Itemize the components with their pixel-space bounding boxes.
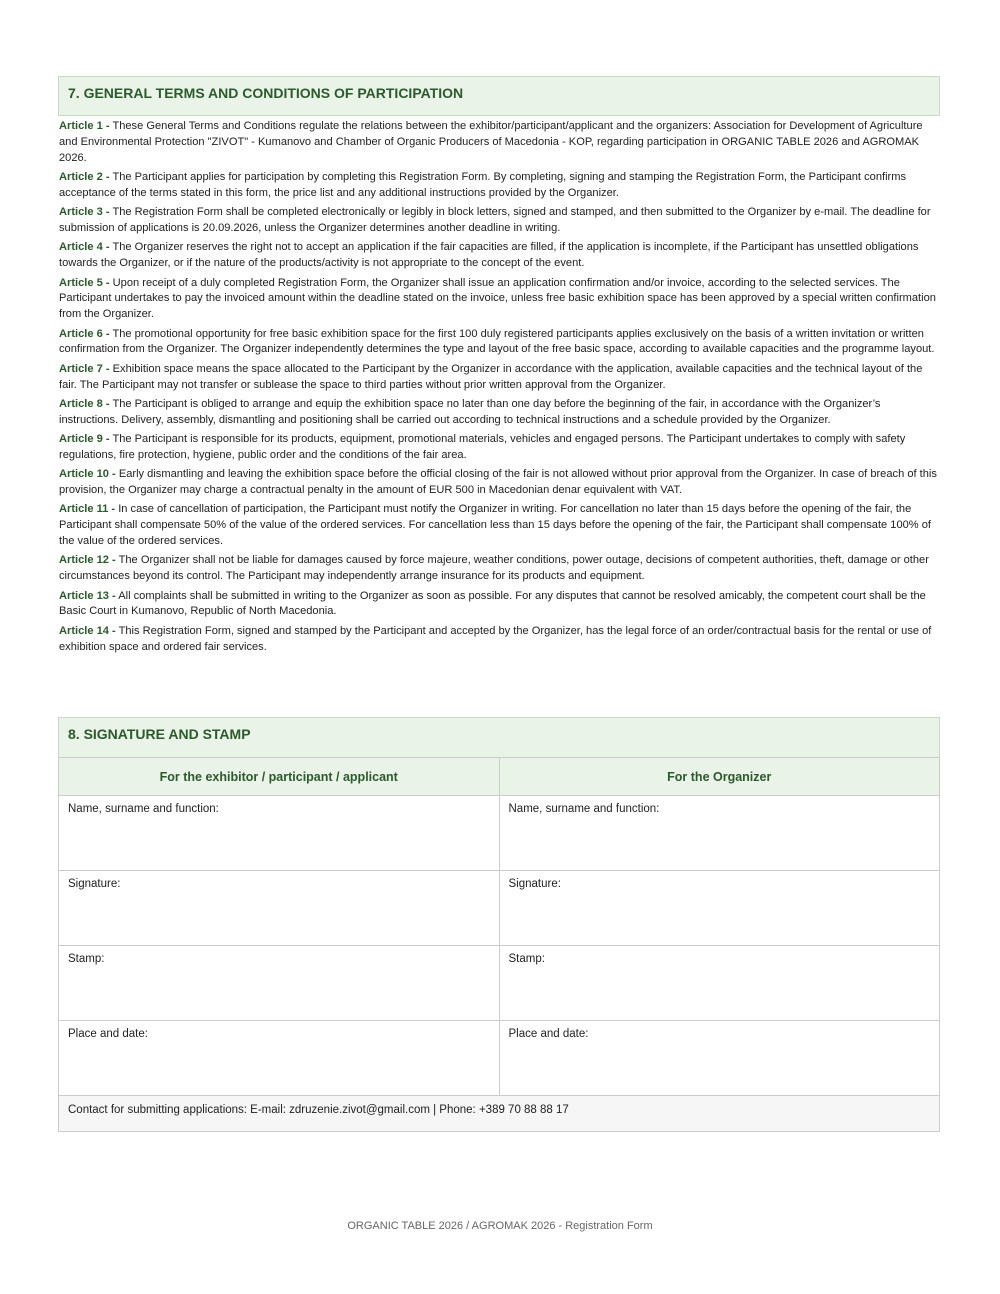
article-5	[59, 276, 941, 323]
place-date-row	[59, 1021, 940, 1096]
article-text: The Participant is responsible for its products, equipment, promotional materials, vehicles and engaged persons. The Participant undertakes to comply with safety regulations, fire protection, hygiene, public order and the conditions of the fair area.	[59, 433, 906, 461]
article-6	[59, 327, 941, 359]
article-text: Exhibition space means the space allocated to the Participant by the Organizer in accordance with the application, available capacities and the technical layout of the fair. The Participant may not transfer or sublease the space to third parties without prior written approval from the Organizer.	[59, 362, 923, 391]
article-label: Article 3 -	[59, 206, 110, 219]
article-text: In case of cancellation of participation, the Participant must notify the Organizer in writing. For cancellation no later than 15 days before the opening of the fair, the Participant shall compensate 50% of the value of the ordered services. For cancellation less than 15 days before the opening of the fair, the Participant shall compensate 100% of the value of the ordered services.	[59, 503, 931, 548]
article-label: Article 14 -	[59, 624, 116, 637]
article-2	[59, 170, 941, 202]
section-8-title: 8. SIGNATURE AND STAMP	[68, 726, 251, 742]
organizer-column-header: For the Organizer	[499, 758, 940, 796]
organizer-name-field[interactable]: Name, surname and function:	[499, 796, 940, 871]
article-text: The Organizer reserves the right not to accept an application if the fair capacities are filled, if the application is incomplete, if the Participant has unsettled obligations towards the Organizer, or if the nature of the products/activity is not appropriate to the concept of the event.	[59, 241, 919, 270]
article-4	[59, 240, 941, 272]
article-label: Article 13 -	[59, 589, 116, 602]
article-7	[59, 362, 941, 394]
organizer-stamp-field[interactable]: Stamp:	[499, 946, 940, 1021]
article-text: The Registration Form shall be completed electronically or legibly in block letters, signed and stamped, and then submitted to the Organizer by e-mail. The deadline for submission of applications is 20.09.2026, unless the Organizer determines another deadline in writing.	[59, 206, 931, 234]
exhibitor-stamp-field[interactable]: Stamp:	[59, 946, 500, 1021]
article-label: Article 9 -	[59, 433, 110, 446]
article-text: This Registration Form, signed and stamped by the Participant and accepted by the Organizer, has the legal force of an order/contractual basis for the rental or use of exhibition space and ordered fair services.	[59, 624, 932, 653]
exhibitor-signature-field[interactable]: Signature:	[59, 871, 500, 946]
contact-row	[59, 1096, 940, 1132]
article-label: Article 12 -	[59, 554, 116, 567]
organizer-place-date-field[interactable]: Place and date:	[499, 1021, 940, 1096]
article-1	[59, 119, 941, 166]
signature-table	[58, 757, 940, 1132]
article-text: All complaints shall be submitted in writing to the Organizer as soon as possible. For any disputes that cannot be resolved amicably, the competent court shall be the Basic Court in Kumanovo, Republic of North Macedonia.	[59, 589, 926, 618]
articles-list	[59, 119, 941, 659]
article-label: Article 10 -	[59, 468, 116, 481]
article-text: These General Terms and Conditions regulate the relations between the exhibitor/participant/applicant and the organizers: Association for Development of Agriculture and Environmental Protection "ZIVOT" - Kumanovo and Chamber of Organic Producers of Macedonia - KOP, regarding participation in ORGANIC TABLE 2026 and AGROMAK 2026.	[59, 120, 923, 164]
contact-info: Contact for submitting applications: E-mail: zdruzenie.zivot@gmail.com | Phone: +389 70 88 88 17	[59, 1096, 940, 1132]
article-label: Article 2 -	[59, 170, 110, 183]
section-7-title: 7. GENERAL TERMS AND CONDITIONS OF PARTICIPATION	[68, 85, 464, 101]
signature-row	[59, 871, 940, 946]
article-text: The promotional opportunity for free basic exhibition space for the first 100 duly registered participants applies exclusively on the basis of a written invitation or written confirmation from the Organizer. The Organizer independently determines the type and layout of the free basic space, according to available capacities and the programme layout.	[59, 327, 935, 356]
organizer-signature-field[interactable]: Signature:	[499, 871, 940, 946]
article-text: The Participant is obliged to arrange and equip the exhibition space no later than one day before the beginning of the fair, in accordance with the Organizer’s instructions. Delivery, assembly, dismantling and positioning shall be carried out according to technical instructions and a schedule provided by the Organizer.	[59, 397, 881, 426]
article-text: The Participant applies for participation by completing this Registration Form. By completing, signing and stamping the Registration Form, the Participant confirms acceptance of the terms stated in this form, the price list and any additional instructions provided by the Organizer.	[59, 170, 907, 199]
article-label: Article 11 -	[59, 503, 116, 516]
exhibitor-name-field[interactable]: Name, surname and function:	[59, 796, 500, 871]
page-footer: ORGANIC TABLE 2026 / AGROMAK 2026 - Registration Form	[347, 1220, 653, 1232]
article-text: Early dismantling and leaving the exhibition space before the official closing of the fair is not allowed without prior approval from the Organizer. In case of breach of this provision, the Organizer may charge a contractual penalty in the amount of EUR 500 in Macedonian denar equivalent with VAT.	[59, 468, 937, 497]
article-label: Article 8 -	[59, 397, 110, 410]
article-10	[59, 467, 941, 499]
exhibitor-column-header: For the exhibitor / participant / applicant	[59, 758, 500, 796]
exhibitor-place-date-field[interactable]: Place and date:	[59, 1021, 500, 1096]
article-label: Article 7 -	[59, 362, 110, 375]
article-label: Article 6 -	[59, 327, 110, 340]
article-12	[59, 553, 941, 585]
article-text: Upon receipt of a duly completed Registration Form, the Organizer shall issue an application confirmation and/or invoice, according to the selected services. The Participant undertakes to pay the invoiced amount within the deadline stated on the invoice, unless free basic exhibition space has been approved by a special written confirmation from the Organizer.	[59, 276, 936, 321]
article-13	[59, 589, 941, 621]
article-3	[59, 205, 941, 237]
article-8	[59, 397, 941, 429]
stamp-row	[59, 946, 940, 1021]
signature-header-row	[59, 758, 940, 796]
article-text: The Organizer shall not be liable for damages caused by force majeure, weather conditions, power outage, decisions of competent authorities, theft, damage or other circumstances beyond its control. The Participant may independently arrange insurance for its products and equipment.	[59, 554, 929, 583]
section-7-header	[58, 76, 940, 116]
article-label: Article 5 -	[59, 276, 110, 289]
article-11	[59, 502, 941, 549]
article-label: Article 1 -	[59, 120, 110, 132]
article-14	[59, 624, 941, 656]
article-9	[59, 432, 941, 464]
article-label: Article 4 -	[59, 241, 110, 254]
name-row	[59, 796, 940, 871]
